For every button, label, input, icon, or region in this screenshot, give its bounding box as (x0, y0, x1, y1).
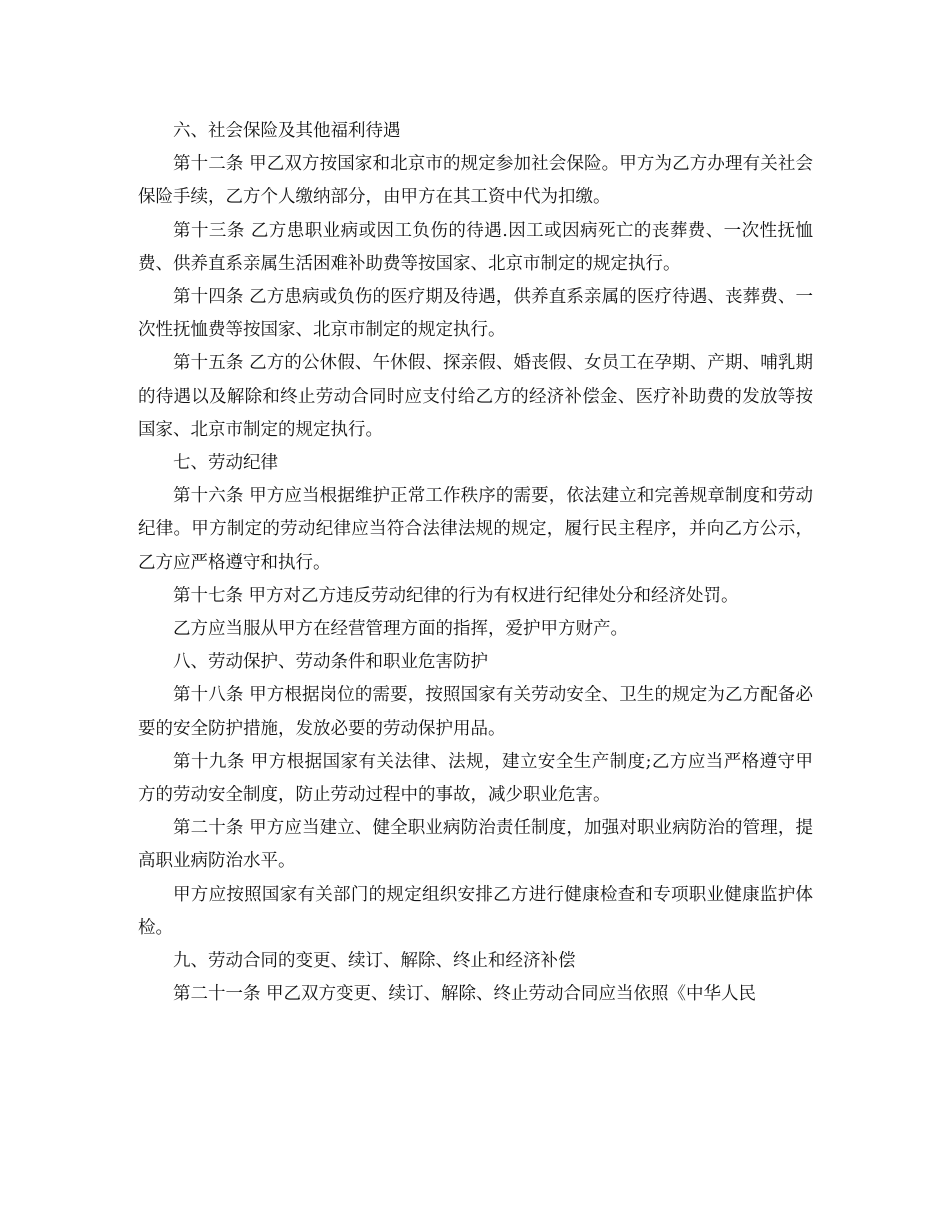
section-heading-labor-protection: 八、劳动保护、劳动条件和职业危害防护 (173, 652, 488, 673)
article-12: 第十二条 甲乙双方按国家和北京市的规定参加社会保险。甲方为乙方办理有关社会保险手续，乙方个人缴纳部分，由甲方在其工资中代为扣缴。 (138, 154, 813, 208)
article-17: 第十七条 甲方对乙方违反劳动纪律的行为有权进行纪律处分和经济处罚。 (173, 585, 739, 606)
section-heading-social-insurance: 六、社会保险及其他福利待遇 (173, 121, 401, 141)
article-14: 第十四条 乙方患病或负伤的医疗期及待遇，供养直系亲属的医疗待遇、丧葬费、一次性抚恤费等按国家、北京市制定的规定执行。 (138, 287, 813, 341)
article-20: 第二十条 甲方应当建立、健全职业病防治责任制度，加强对职业病防治的管理，提高职业病防治水平。 (138, 818, 813, 872)
article-17-continued: 乙方应当服从甲方在经营管理方面的指挥，爱护甲方财产。 (173, 619, 628, 640)
article-16: 第十六条 甲方应当根据维护正常工作秩序的需要，依法建立和完善规章制度和劳动纪律。甲方制定的劳动纪律应当符合法律法规的规定，履行民主程序，并向乙方公示，乙方应严格遵守和执行。 (138, 486, 813, 573)
article-13: 第十三条 乙方患职业病或因工负伤的待遇.因工或因病死亡的丧葬费、一次性抚恤费、供养直系亲属生活困难补助费等按国家、北京市制定的规定执行。 (138, 220, 813, 274)
article-20-continued: 甲方应按照国家有关部门的规定组织安排乙方进行健康检查和专项职业健康监护体检。 (138, 884, 813, 938)
article-18: 第十八条 甲方根据岗位的需要，按照国家有关劳动安全、卫生的规定为乙方配备必要的安全防护措施，发放必要的劳动保护用品。 (138, 685, 813, 739)
section-heading-labor-discipline: 七、劳动纪律 (173, 453, 278, 474)
article-15: 第十五条 乙方的公休假、午休假、探亲假、婚丧假、女员工在孕期、产期、哺乳期的待遇以及解除和终止劳动合同时应支付给乙方的经济补偿金、医疗补助费的发放等按国家、北京市制定的规定执行。 (138, 353, 813, 440)
document-body (138, 115, 813, 1011)
section-heading-contract-changes: 九、劳动合同的变更、续订、解除、终止和经济补偿 (173, 951, 576, 972)
article-21: 第二十一条 甲乙双方变更、续订、解除、终止劳动合同应当依照《中华人民 (173, 984, 757, 1005)
article-19: 第十九条 甲方根据国家有关法律、法规，建立安全生产制度;乙方应当严格遵守甲方的劳动安全制度，防止劳动过程中的事故，减少职业危害。 (138, 751, 813, 806)
